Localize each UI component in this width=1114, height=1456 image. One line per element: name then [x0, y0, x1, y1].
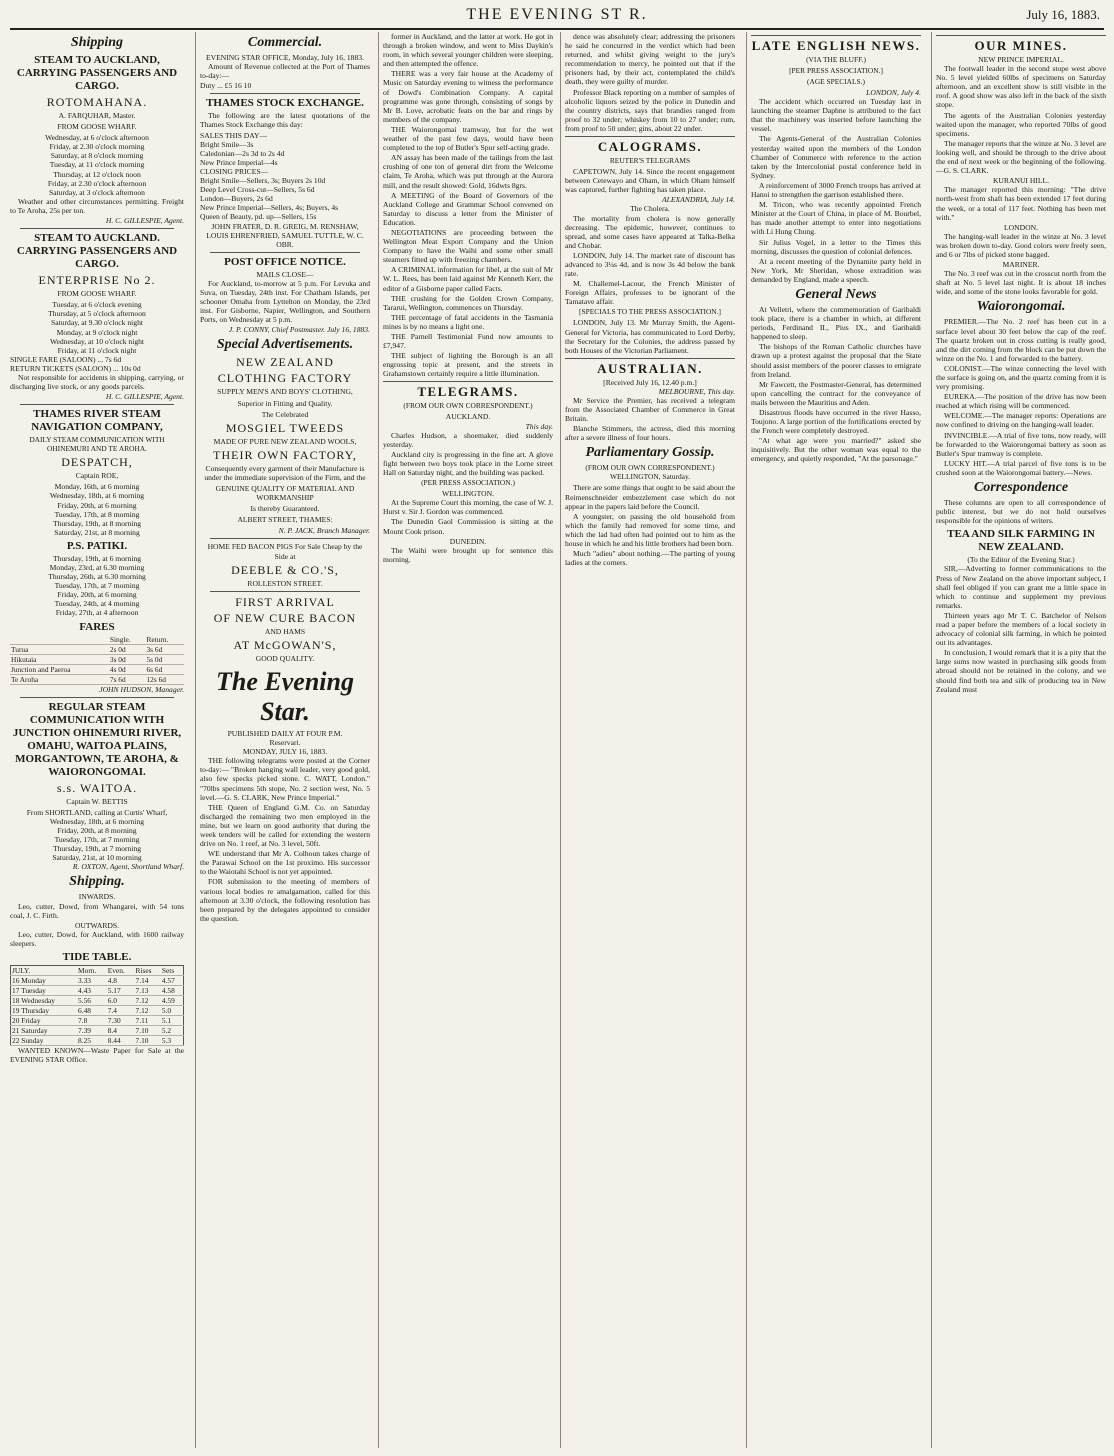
divider [210, 591, 360, 592]
article-paragraph: M. Tricon, who was recently appointed French Minister at the Court of China, in place of M. Bourbel, has made another attempt to enter into negotiations with Li Hung Chung. [751, 200, 921, 237]
article-paragraph: Sir Julius Vogel, in a letter to the Times this morning, discusses the question of colonial defences. [751, 237, 921, 256]
ad-rotomahana-master: A. FARQUHAR, Master. [58, 111, 136, 120]
table-cell: 18 Wednesday [11, 995, 78, 1005]
article-paragraph: The manager reported this morning: "The drive north-west from shaft has been extended 17 feet during the week, or a total of 117 feet. Nothing has been met with." [936, 185, 1106, 222]
table-cell: 12s 6d [145, 674, 184, 684]
table-cell: 7.14 [135, 975, 161, 985]
shipping-news-heading: Shipping. [69, 874, 125, 890]
telegram-paragraph: Auckland city is progressing in the fine art. A glove fight between two boys took place in the Lorne street Hall on Saturday night, and the building was packed. [383, 449, 553, 478]
table-cell: 6.0 [107, 995, 135, 1005]
divider [20, 228, 174, 229]
table-cell: 3s 6d [145, 644, 184, 654]
ad-thames-river-sub: DAILY STEAM COMMUNICATION WITH OHINEMURI AND TE AROHA. [29, 435, 165, 454]
article-paragraph: THE Waiorongomai tramway, but for the wet weather of the past few days, would have been completed to the top of Butler's Spur self-acting grade. [383, 124, 553, 153]
fares-heading: FARES [79, 620, 115, 633]
article-paragraph: AN assay has been made of the tailings from the last crushing of one ton of general dirt from the Welcome claim, Te Aroha, which was put through at the Aurora mill, and the result showed: Gold, 16dwts 8grs. [383, 153, 553, 190]
genuine-quality: GENUINE QUALITY OF MATERIAL AND WORKMANSHIP [215, 484, 355, 503]
article-paragraph: At a recent meeting of the Dynamite party held in New York, Mr Sheridan, whose extradition was demanded by England, made a speech. [751, 256, 921, 284]
own-factory: THEIR OWN FACTORY, [213, 447, 357, 462]
table-row [11, 985, 184, 995]
quote-line: Queen of Beauty, pd. up—Sellers, 15s [200, 212, 317, 222]
sales-label: SALES THIS DAY— [200, 130, 268, 140]
table-cell: 21 Saturday [11, 1025, 78, 1035]
table-header-cell: JULY. [11, 965, 78, 975]
ad-signature: JOHN HUDSON, Manager. [99, 684, 184, 694]
article-paragraph: The manager reports that the winze at No. 3 level are looking well, and should be through to the drive about the end of next week or the beginning of the following.—G. S. CLARK. [936, 138, 1106, 176]
article-paragraph: THE crushing for the Golden Crown Company, Tararui, Wellington, commences on Thursday. [383, 293, 553, 312]
table-header-cell [10, 635, 109, 645]
table-row [11, 1035, 184, 1045]
table-row [11, 975, 184, 985]
article-paragraph: A reinforcement of 3000 French troops has arrived at Hanoi to strengthen the garrison established there. [751, 180, 921, 200]
ad-line: Friday, at 2.30 o'clock afternoon [47, 178, 147, 188]
ad-enterprise-from: FROM GOOSE WHARF. [57, 289, 137, 299]
table-header-cell: Rises [135, 965, 161, 975]
dateline-dunedin: DUNEDIN. [449, 536, 487, 546]
ad-rotomahana-ship: ROTOMAHANA. [46, 95, 148, 109]
dateline: ALEXANDRIA, July 14. [662, 195, 735, 205]
article-paragraph: THE following telegrams were posted at the Corner to-day:— "Broken hanging wall leader, very good gold, also few specks picked stone. C. WATT, London." "70lbs specimens 5th stope, No. 2 section west, No. 5 level.—G. S. CLARK, New Prince Imperial." [200, 756, 370, 802]
table-header-cell: Morn. [77, 965, 107, 975]
table-cell: 19 Thursday [11, 1005, 78, 1015]
ad-line: Friday, at 2.30 o'clock morning [49, 142, 145, 152]
newspaper-title: THE EVENING ST R. [466, 6, 648, 23]
table-cell: 7s 6d [109, 674, 146, 684]
article-paragraph: A CRIMINAL information for libel, at the suit of Mr W. L. Rees, has been laid against Mr Kenneth Kerr, the editor of a Gisborne paper called Facts. [383, 265, 553, 293]
table-cell: 2s 0d [109, 644, 146, 654]
article-paragraph: dence was absolutely clear; addressing the prisoners he said he concurred in the verdict which had been returned, and whilst giving weight to the jury's recommendation to mercy, he pointed out that if the prisoners had, by their act, contemplated the child's death, they were guilty of murder. [565, 32, 735, 87]
article-paragraph: INVINCIBLE.—A trial of five tons, now ready, will be forwarded to the Waiorongomai battery as soon as Butler's Spur tramway is complete. [936, 430, 1106, 458]
press-association: (PER PRESS ASSOCIATION.) [421, 478, 515, 488]
specials-label: [SPECIALS TO THE PRESS ASSOCIATION.] [579, 307, 721, 317]
bacon-pigs-ad: HOME FED BACON PIGS For Sale Cheap by the Side at [207, 542, 363, 561]
ad-rotomahana-from: FROM GOOSE WHARF. [57, 122, 137, 132]
table-row [11, 995, 184, 1005]
divider [20, 404, 174, 405]
table-row [10, 654, 184, 664]
article-paragraph: WE understand that Mr A. Colhoun takes charge of the Parawai School on the 1st proximo. His successor to the Waiotahi School is not yet appointed. [200, 849, 370, 877]
cable-paragraph: M. Challemel-Lacour, the French Minister of Foreign Affairs, professes to be ignorant of the Tamatave affair. [565, 279, 735, 307]
table-cell: Junction and Paeroa [10, 664, 109, 674]
table-header-row [10, 635, 184, 645]
rolleston-street: ROLLESTON STREET. [247, 578, 323, 588]
age-specials: (AGE SPECIALS.) [807, 77, 865, 86]
guaranteed: Is thereby Guaranteed. [250, 504, 320, 514]
inwards-label: INWARDS. [78, 892, 116, 902]
stock-exchange-heading: THAMES STOCK EXCHANGE. [206, 97, 364, 110]
quote-line: Caledonian—2s 3d to 2s 4d [200, 148, 285, 158]
table-header-cell: Single. [109, 635, 146, 645]
column-1-shipping [10, 32, 184, 1448]
cable-paragraph: LONDON, July 13. Mr Murray Smith, the Agent-General for Victoria, has communicated to Lord Derby, the Secretary for the Colonies, the address passed by both Houses of the Victorian Parliament. [565, 318, 735, 355]
table-cell: 4.57 [161, 975, 184, 985]
article-paragraph: THE percentage of fatal accidents in the Tasmania mines is by no means a light one. [383, 312, 553, 331]
issue-date: July 16, 1883. [1026, 7, 1100, 22]
correspondence-note: These columns are open to all correspondence of public interest, but we do not hold ourselves responsible for the opinions of writers. [936, 498, 1106, 526]
quote-line: London—Buyers, 2s 6d [200, 194, 273, 204]
ad-despatch-ship: DESPATCH, [61, 455, 133, 470]
table-cell: Te Aroha [10, 674, 109, 684]
table-header-row [11, 965, 184, 975]
article-paragraph: THE subject of lighting the Borough is an all engrossing topic at present, and the streets in Grahamstown certainly require a little illumination. [383, 351, 553, 379]
dateline-london: LONDON, July 4. [866, 88, 921, 97]
duty-line: Duty ... £5 16 10 [200, 81, 252, 91]
divider [210, 93, 360, 94]
ad-line: Friday, 20th, at 6 morning [57, 500, 137, 510]
article-paragraph: FOR submission to the meeting of members of various local bodies re amalgamation, called for this afternoon at 3.30 o'clock, the following resolution has been prepared by the delegates appointed to consider the question. [200, 877, 370, 923]
ad-line: Wednesday, at 10 o'clock night [49, 336, 145, 346]
telegram-paragraph: Charles Hudson, a shoemaker, died suddenly yesterday. [383, 430, 553, 449]
table-row [11, 1015, 184, 1025]
ad-note: Not responsible for accidents in shipping, carrying, or discharging live stock, or any goods parcels. [10, 372, 184, 392]
ad-rotomahana-heading: STEAM TO AUCKLAND, CARRYING PASSENGERS AND CARGO. [16, 54, 178, 92]
post-office-heading: POST OFFICE NOTICE. [224, 255, 346, 268]
article-paragraph: A MEETING of the Board of Governors of the Auckland College and Grammar School convened on Saturday to discuss a letter from the Minister of Education. [383, 190, 553, 227]
article-paragraph: A youngster, on passing the old household from which the family had removed for some time, and which the lad had often had pointed out to him as the house in which he and his little brothers had been born. [565, 511, 735, 549]
ad-line: Tuesday, 17th, at 8 morning [54, 509, 140, 519]
ad-thames-river-heading: THAMES RIVER STEAM NAVIGATION COMPANY, [31, 408, 163, 434]
table-cell: 17 Tuesday [11, 985, 78, 995]
table-cell: 3s 0d [109, 654, 146, 664]
table-cell: 5.0 [161, 1005, 184, 1015]
dateline-this-day: This day. [525, 421, 553, 431]
nz-clothing-heading-1: NEW ZEALAND [236, 355, 334, 370]
table-cell: 5.3 [161, 1035, 184, 1045]
table-cell: 7.10 [135, 1025, 161, 1035]
table-cell: 7.12 [135, 995, 161, 1005]
article-paragraph: Much "adieu" about nothing.—The parting of young ladies at the corners. [565, 549, 735, 568]
column-6-mines [931, 32, 1106, 1448]
nz-clothing-sub: Superior in Fitting and Quality. [237, 398, 333, 408]
ad-despatch-captain: Captain ROE, [75, 471, 119, 481]
table-row [10, 664, 184, 674]
ad-line: Monday, 23rd, at 6.30 morning [49, 563, 145, 572]
table-cell: 5.56 [77, 995, 107, 1005]
stock-exchange-intro: The following are the latest quotations of the Thames Stock Exchange this day: [200, 111, 370, 130]
mosgiel-line-1: The Celebrated [261, 409, 309, 419]
ad-line: Thursday, at 12 o'clock noon [53, 169, 141, 179]
editorial-date: MONDAY, JULY 16, 1883. [242, 747, 328, 757]
tide-table [10, 965, 184, 1046]
ad-waitoa-heading: REGULAR STEAM COMMUNICATION WITH JUNCTION OHINEMURI RIVER, OMAHU, WAITOA PLAINS, MORGANTOWN, TE AROHA, & WAIORONGOMAI. [12, 700, 182, 778]
table-cell: 6s 6d [145, 664, 184, 674]
revenue-text: Amount of Revenue collected at the Port of Thames to-day:— [200, 62, 370, 81]
telegram-paragraph: The Waihi were brought up for sentence this morning. [383, 545, 553, 564]
parliamentary-source: (FROM OUR OWN CORRESPONDENT.) WELLINGTON, Saturday. [585, 463, 715, 482]
article-paragraph: Mr Fawcett, the Postmaster-General, has determined upon cancelling the contract for the conveyance of mails between the Mauritius and Aden. [751, 379, 921, 407]
ad-enterprise-heading: STEAM TO AUCKLAND. CARRYING PASSENGERS AND CARGO. [16, 232, 178, 271]
and-hams: AND HAMS [264, 626, 306, 636]
late-english-news-heading: LATE ENGLISH NEWS. [751, 35, 921, 53]
ad-line: Monday, 16th, at 6 morning [54, 482, 140, 492]
table-cell: 5.2 [161, 1025, 184, 1035]
article-paragraph: former in Auckland, and the latter at work. He got in through a broken window, and went to Miss Daykin's room, in which several younger children were sleeping, and then attempted the offence. [383, 32, 553, 69]
outwards-text: Leo, cutter, Dowd, for Auckland, with 1600 railway sleepers. [10, 929, 184, 948]
table-cell: 5.1 [161, 1015, 184, 1025]
our-mines-heading: OUR MINES. [936, 35, 1106, 53]
article-paragraph: The agents of the Australian Colonies yesterday waited upon the manager, who reported 70lbs of good specimens. [936, 110, 1106, 138]
table-cell: 3.33 [77, 975, 107, 985]
mosgiel-line-2: MOSGIEL TWEEDS [225, 420, 345, 435]
table-row [10, 674, 184, 684]
article-paragraph: The hanging-wall leader in the winze at No. 3 level was broken down to-day. Good colors were freely seen, and 6 or 7lbs of picked stone bagged. [936, 231, 1106, 259]
mine-subheading: KURANUI HILL. [992, 176, 1050, 186]
ad-line: Saturday, at 3 o'clock afternoon [49, 187, 145, 197]
ad-line: Wednesday, at 6 o'clock afternoon [45, 133, 149, 143]
shipping-heading: Shipping [70, 35, 124, 50]
inwards-text: Leo, cutter, Dowd, from Whangarei, with 54 tons coal, J. C. Firth. [10, 901, 184, 920]
closing-label: CLOSING PRICES— [200, 166, 269, 176]
column-5-english-news [746, 32, 921, 1448]
article-paragraph: COLONIST.—The winze connecting the level with the surface is going on, and the quartz coming from it is very promising. [936, 363, 1106, 392]
mcgowans: AT McGOWAN'S, [233, 637, 337, 652]
table-cell: 4.59 [161, 995, 184, 1005]
tide-table-heading: TIDE TABLE. [62, 950, 132, 963]
brokers-list: JOHN FRATER, D. R. GREIG, M. RENSHAW, LOUIS EHRENFRIED, SAMUEL TUTTLE, W. C. OBR. [206, 221, 364, 249]
telegram-paragraph: The Dunedin Gaol Commission is sitting at the Mount Cook prison. [383, 517, 553, 536]
table-cell: 16 Monday [11, 975, 78, 985]
published-daily: PUBLISHED DAILY AT FOUR P.M. [227, 728, 343, 738]
table-header-cell: Sets [161, 965, 184, 975]
deeble-name: DEEBLE & CO.'S, [231, 562, 339, 577]
ad-line: Tuesday, at 11 o'clock morning [49, 160, 145, 170]
calograms-heading: CALOGRAMS. [565, 136, 735, 154]
mine-subheading: MARINER. [1002, 260, 1040, 270]
article-paragraph: THERE was a very fair house at the Academy of Music on Saturday evening to witness the performance of Dowd's Combination Company. A capital programme was gone through, consisting of songs by Mr B. Love, acrobatic feats on the bar and rings by members of the company. [383, 69, 553, 124]
ad-line: Tuesday, 17th, at 7 morning [54, 581, 140, 591]
article-paragraph: Disastrous floods have occurred in the river Hasso, Toujono. A large portion of the fortifications erected by the French were completely destroyed. [751, 408, 921, 436]
table-cell: 4.43 [77, 985, 107, 995]
correspondence-heading: Correspondence [973, 480, 1069, 496]
ad-line: Saturday, at 8 o'clock morning [50, 151, 144, 161]
via-bluff: (VIA THE BLUFF.) [806, 55, 866, 64]
nz-clothing-heading-2: CLOTHING FACTORY [217, 371, 353, 386]
table-cell: 7.39 [77, 1025, 107, 1035]
column-4-cablegrams [560, 32, 735, 1448]
ad-line: Friday, 20th, at 6 morning [57, 590, 137, 600]
divider [210, 538, 360, 539]
table-header-cell: Return. [145, 635, 184, 645]
article-paragraph: EUREKA.—The position of the drive has now been reached at which rising will be commenced. [936, 392, 1106, 411]
table-cell: 7.12 [135, 1005, 161, 1015]
table-cell: 6.48 [77, 1005, 107, 1015]
good-quality: GOOD QUALITY. [255, 653, 315, 663]
table-cell: 4s 0d [109, 664, 146, 674]
ad-waitoa-captain: Captain W. BETTIS [66, 796, 128, 806]
ad-line: Wednesday, 18th, at 6 morning [49, 816, 145, 826]
table-cell: 5s 0d [145, 654, 184, 664]
table-cell: 7.10 [135, 1035, 161, 1045]
article-paragraph: WELCOME.—The manager reports: Operations are now confined to driving on the hanging-wall leader. [936, 411, 1106, 430]
mine-subheading: LONDON. [1004, 222, 1038, 232]
table-row [11, 1005, 184, 1015]
letter-paragraph: SIR,—Adverting to former communications to the Press of New Zealand on the above important subject, I shall feel obliged if you can grant me a little space in which to continue and supplement my previous remarks. [936, 564, 1106, 610]
telegrams-heading: TELEGRAMS. [383, 381, 553, 399]
ad-line: Tuesday, 24th, at 4 morning [54, 599, 140, 609]
letter-paragraph: In conclusion, I would remark that it is a pity that the large sums now wasted in purchasing silk goods from abroad should not be retained in the colony, and we should find both tea and silk of producing tea in New Zealand must [936, 648, 1106, 694]
ad-line: Thursday, 19th, at 6 morning [52, 553, 142, 563]
quote-line: New Prince Imperial—4s [200, 157, 278, 167]
article-paragraph: The bishops of the Roman Catholic churches have drawn up a protest against the proposal that the State should assist members of the poorer classes to emigrate from Ireland. [751, 342, 921, 379]
mine-subheading: NEW PRINCE IMPERIAL. [978, 55, 1064, 64]
quote-line: Bright Smile—3s [200, 139, 254, 149]
article-paragraph: LUCKY HIT.—A trial parcel of five tons is to be crushed soon at the Waiorongomai battery.—News. [936, 458, 1106, 477]
outwards-label: OUTWARDS. [74, 920, 120, 930]
article-paragraph: The No. 3 reef was cut in the crosscut north from the shaft at No. 5 level last night. It is about 18 inches wide, and some of the stone looks favorable for gold. [936, 269, 1106, 297]
table-cell: 7.8 [77, 1015, 107, 1025]
quote-line: Bright Smile—Sellers, 3s; Buyers 2s 10d [200, 176, 326, 186]
ad-line: Thursday, 19th, at 8 morning [52, 518, 142, 528]
table-cell: 7.11 [135, 1015, 161, 1025]
article-paragraph: THE Parnell Testimonial Fund now amounts to £7,947. [383, 332, 553, 351]
ad-patiki-heading: P.S. PATIKI. [66, 539, 128, 552]
table-cell: Turua [10, 644, 109, 654]
reuters-label: REUTER'S TELEGRAMS [609, 156, 691, 166]
ad-note: Weather and other circumstances permitting. Freight to Te Aroha, 25s per ton. [10, 196, 184, 215]
letter-heading: TEA AND SILK FARMING IN NEW ZEALAND. [947, 528, 1095, 554]
ad-line: From SHORTLAND, calling at Curtis' Wharf, [26, 807, 168, 817]
article-paragraph: The Agents-General of the Australian Colonies yesterday waited upon the members of the London Chamber of Commerce with reference to the action taken by the Intercolonial postal conference held in Sydney. [751, 134, 921, 180]
table-cell: 22 Sunday [11, 1035, 78, 1045]
table-cell: 7.13 [135, 985, 161, 995]
general-news-heading: General News [795, 286, 877, 302]
ad-signature: H. C. GILLESPIE, Agent. [105, 392, 184, 402]
wanted-known-ad: WANTED KNOWN—Waste Paper for Sale at the EVENING STAR Office. [10, 1045, 184, 1065]
ad-line: Monday, at 9 o'clock night [56, 327, 138, 337]
cable-paragraph: Mr Service the Premier, has received a telegram from the Associated Chamber of Commerce in Great Britain. [565, 396, 735, 424]
table-cell: 8.4 [107, 1025, 135, 1035]
office-dateline: EVENING STAR OFFICE, Monday, July 16, 1883. [206, 53, 364, 62]
article-paragraph: "At what age were you married?" asked she inquisitively. But the other woman was equal to the emergency, and quietly responded, "At the parsonage." [751, 436, 921, 464]
table-cell: 20 Friday [11, 1015, 78, 1025]
evening-star-title: The Evening Star. [216, 666, 354, 726]
ad-enterprise-ship: ENTERPRISE No 2. [38, 273, 156, 288]
dateline-melbourne: MELBOURNE, This day. [658, 386, 735, 396]
article-paragraph: There are some things that ought to be said about the Reimenschneider embezzlement case which do not appear in the papers laid before the Council. [565, 483, 735, 511]
mails-close-label: MAILS CLOSE— [256, 269, 314, 279]
table-cell: 8.25 [77, 1035, 107, 1045]
ad-line: Friday, at 11 o'clock night [57, 345, 137, 355]
table-cell: Hikutaia [10, 654, 109, 664]
waiorongomai-heading: Waiorongomai. [976, 299, 1066, 315]
ad-line: Friday, 20th, at 8 morning [57, 825, 137, 835]
commercial-heading: Commercial. [247, 35, 323, 50]
cable-paragraph: The mortality from cholera is now generally decreasing. The epidemic, however, continues to spread, and some cases have appeared at Talka-Belka and Chobar. [565, 213, 735, 250]
cable-paragraph: LONDON, July 14. The market rate of discount has advanced to 3¼s 4d, and is now 3s 4d below the bank rate. [565, 250, 735, 279]
post-office-text: For Auckland, to-morrow at 5 p.m. For Levuka and Suva, on Tuesday, 24th inst. For Chatham Islands, per schooner Omaha from Lyttelton on Monday, the 23rd inst. For Gisborne, Napier, Wellington, and Southern Ports, on Wednesday at 5 p.m. [200, 278, 370, 325]
mosgiel-line-3: MADE OF PURE NEW ZEALAND WOOLS, [213, 436, 357, 446]
divider [210, 252, 360, 253]
table-cell: 4.8 [107, 975, 135, 985]
table-cell: 7.30 [107, 1015, 135, 1025]
article-paragraph: The accident which occurred on Tuesday last in launching the steamer Daphne is attributed to the fact that the machinery was inserted before launching the vessel. [751, 97, 921, 134]
reservari: Reservari. [269, 738, 301, 748]
ad-line: Saturday, at 9.30 o'clock night [51, 318, 143, 328]
ad-line: Thursday, 19th, at 7 morning [52, 844, 142, 854]
ad-line: Thursday, at 5 o'clock afternoon [48, 309, 146, 319]
ad-signature: R. OXTON, Agent, Shortland Wharf. [72, 862, 184, 872]
article-paragraph: NEGOTIATIONS are proceeding between the Wellington Meat Export Company and the Union Company to have the Waihi and some other small steamers fitted up with freezing chambers. [383, 227, 553, 265]
own-factory-sub: Consequently every garment of their Manufacture is under the immediate supervision of the Firm, and the [204, 463, 366, 482]
column-3-news [378, 32, 553, 1448]
letter-addressee: (To the Editor of the Evening Star.) [967, 555, 1075, 565]
dateline-auckland: AUCKLAND. [445, 412, 491, 422]
ad-line: Tuesday, 17th, at 7 morning [54, 835, 140, 845]
article-paragraph: THE Queen of England G.M. Co. on Saturday discharged the remaining two men employed in the mine, but we learn on good authority that during the week tenders will be called for extending the western drive on No. 1 reef, at No. 3 level, 50ft. [200, 802, 370, 849]
special-ads-heading: Special Advertisements. [216, 337, 354, 353]
parliamentary-gossip-heading: Parliamentary Gossip. [585, 445, 715, 461]
ad-waitoa-ship: s.s. WAITOA. [56, 780, 138, 795]
article-paragraph: PREMIER.—The No. 2 reef has been cut in a surface level about 30 feet below the cap of the reef. The quartz broken out in cross cutting is really good, and the dirt coming from the block can be put down the winze on the No. 1 and forwarded to the battery. [936, 317, 1106, 363]
table-header-cell: Even. [107, 965, 135, 975]
table-row [10, 644, 184, 654]
masthead [10, 4, 1104, 30]
quote-line: Deep Level Cross-cut—Sellers, 5s 6d [200, 185, 315, 195]
cable-paragraph: Blanche Stimmers, the actress, died this morning after a severe illness of four hours. [565, 424, 735, 443]
table-cell: 8.44 [107, 1035, 135, 1045]
cholera-subheading: The Cholera. [630, 204, 670, 214]
post-office-signature: J. P. CONNY, Chief Postmaster. July 16, 1883. [228, 325, 370, 335]
fares-table [10, 635, 184, 685]
nz-clothing-supply: SUPPLY MEN'S AND BOYS' CLOTHING, [217, 387, 353, 397]
table-cell: 5.17 [107, 985, 135, 995]
cable-paragraph: CAPETOWN, July 14. Since the recent engagement between Cetewayo and Oham, in which Oham himself was captured, further fighting has taken place. [565, 167, 735, 195]
fare-line: RETURN TICKETS (SALOON) ... 10s 0d [10, 363, 141, 373]
article-paragraph: Professor Black reporting on a number of samples of alcoholic liquors seized by the police in Dunedin and the country districts, says that brandies ranged from proof to 32 under; whiskey from 10 to 27 under; rum, from proof to 50 under; gins, about 22 under. [565, 87, 735, 133]
article-paragraph: At Velletri, where the commemoration of Garibaldi took place, there is a chamber in which, at different periods, Ferdinand II., Pius IX., and Garibaldi happened to sleep. [751, 304, 921, 342]
article-paragraph: The footwall leader in the second stope west above No. 5 level yielded 60lbs of specimens on Saturday afternoon, and an excellent show is still visible in the roof. A good show was also left in the back of the sixth stope. [936, 64, 1106, 110]
table-cell: 4.58 [161, 985, 184, 995]
column-2-commercial [195, 32, 370, 1448]
australian-heading: AUSTRALIAN. [565, 358, 735, 376]
fare-line: SINGLE FARE (SALOON) ... 7s 6d [10, 354, 122, 364]
branch-manager: N. P. JACK, Branch Manager. [278, 526, 370, 536]
ad-line: Saturday, 21st, at 8 morning [54, 527, 140, 537]
ad-line: Friday, 27th, at 4 afternoon [55, 608, 139, 618]
letter-paragraph: Thirteen years ago Mr T. C. Batchelor of Nelson read a paper before the members of a local society in advocacy of colonial silk farming, in which he pointed out its advantages. [936, 610, 1106, 648]
ad-line: Saturday, 21st, at 10 morning [52, 853, 142, 863]
quote-line: New Prince Imperial—Sellers, 4s; Buyers, 4s [200, 203, 339, 213]
table-row [11, 1025, 184, 1035]
dateline-wellington: WELLINGTON. [442, 489, 494, 499]
new-cure-bacon: OF NEW CURE BACON [213, 610, 357, 625]
ad-line: Thursday, 26th, at 6.30 morning [48, 572, 146, 582]
received-line: [Received July 16, 12.40 p.m.] [603, 377, 697, 387]
telegram-paragraph: At the Supreme Court this morning, the case of W. J. Hurst v. Sir J. Gordon was commenced. [383, 498, 553, 517]
ad-signature: H. C. GILLESPIE, Agent. [105, 216, 184, 226]
divider [20, 697, 174, 698]
ad-line: Tuesday, at 6 o'clock evening [52, 300, 142, 310]
telegrams-source: (FROM OUR OWN CORRESPONDENT.) [403, 401, 533, 411]
table-cell: 7.4 [107, 1005, 135, 1015]
albert-street: ALBERT STREET, THAMES: [237, 515, 333, 525]
ad-line: Wednesday, 18th, at 6 morning [49, 491, 145, 501]
press-association: [PER PRESS ASSOCIATION.] [789, 66, 883, 75]
first-arrival: FIRST ARRIVAL [235, 594, 335, 609]
